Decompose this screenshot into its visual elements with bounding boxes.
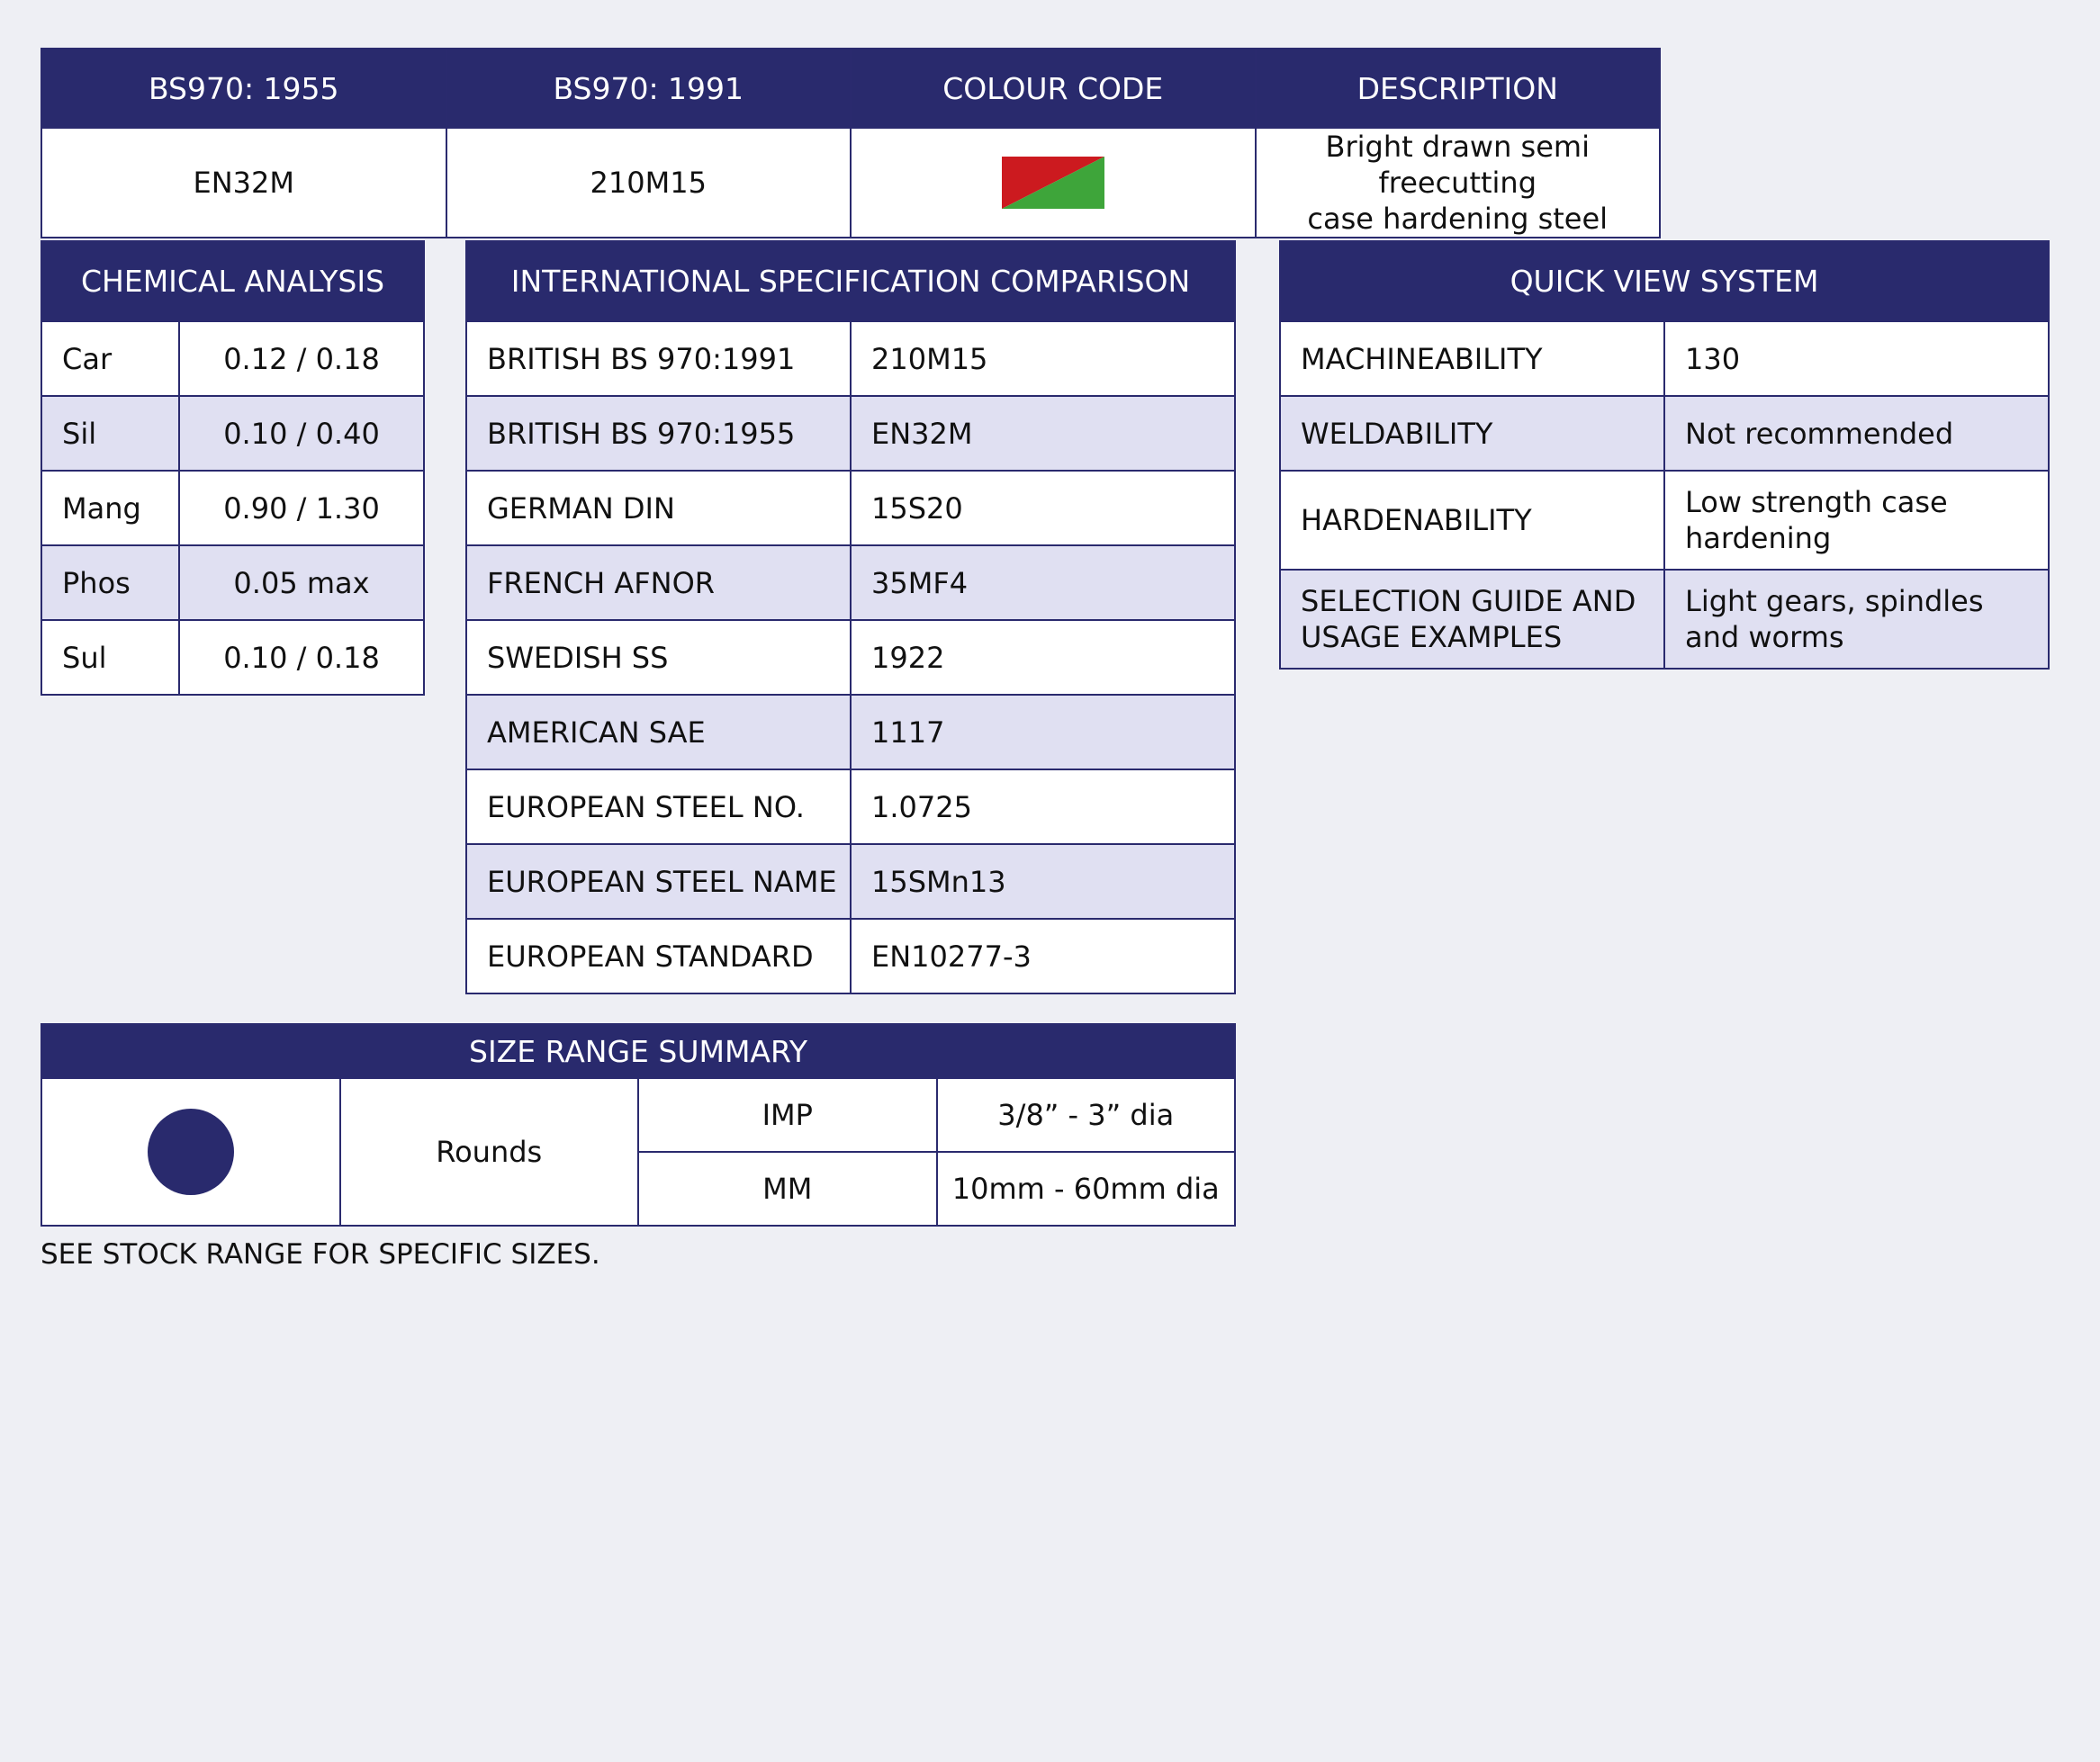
- element-label: Mang: [41, 471, 179, 545]
- shape-label: Rounds: [340, 1078, 639, 1226]
- description-value: [1256, 128, 1661, 238]
- standard-value: 210M15: [851, 321, 1235, 396]
- table-row: [41, 471, 424, 545]
- bs1955-value: EN32M: [41, 128, 446, 238]
- bs1991-value: 210M15: [446, 128, 852, 238]
- size-range-title: SIZE RANGE SUMMARY: [41, 1024, 1235, 1078]
- element-value: 0.10 / 0.18: [179, 620, 424, 695]
- description-line-1: Bright drawn semi freecutting: [1325, 130, 1590, 200]
- table-row: [466, 695, 1235, 769]
- standard-label: SWEDISH SS: [466, 620, 851, 695]
- table-row: [466, 396, 1235, 471]
- table-row: [41, 620, 424, 695]
- standard-value: EN10277-3: [851, 919, 1235, 993]
- header-bs1955: BS970: 1955: [41, 49, 446, 128]
- selection-guide-label-line-2: USAGE EXAMPLES: [1301, 620, 1563, 654]
- chemical-analysis-table: [41, 240, 425, 696]
- table-row: [1280, 396, 2049, 471]
- weldability-value: Not recommended: [1664, 396, 2049, 471]
- shape-icon-cell: [41, 1078, 340, 1226]
- size-range-table: [41, 1023, 1236, 1227]
- table-row: [466, 545, 1235, 620]
- table-row: [41, 545, 424, 620]
- round-bar-icon: [148, 1109, 234, 1195]
- element-value: 0.90 / 1.30: [179, 471, 424, 545]
- table-row: [41, 321, 424, 396]
- table-row: [466, 321, 1235, 396]
- selection-guide-label-line-1: SELECTION GUIDE AND: [1301, 584, 1636, 618]
- standard-label: BRITISH BS 970:1955: [466, 396, 851, 471]
- standard-value: 15S20: [851, 471, 1235, 545]
- element-value: 0.05 max: [179, 545, 424, 620]
- weldability-label: WELDABILITY: [1280, 396, 1664, 471]
- table-row: [1280, 471, 2049, 570]
- unit-label: IMP: [638, 1078, 937, 1152]
- table-row: [1280, 321, 2049, 396]
- grade-summary-header-row: [41, 49, 1660, 128]
- table-row: [1280, 570, 2049, 669]
- header-description: DESCRIPTION: [1256, 49, 1661, 128]
- table-row: [466, 769, 1235, 844]
- standard-label: EUROPEAN STEEL NO.: [466, 769, 851, 844]
- hardenability-line-1: Low strength case: [1685, 485, 1948, 519]
- table-row: [41, 396, 424, 471]
- standard-value: 1922: [851, 620, 1235, 695]
- stock-range-footnote: SEE STOCK RANGE FOR SPECIFIC SIZES.: [41, 1238, 600, 1271]
- colour-code-cell: [851, 128, 1256, 238]
- element-label: Phos: [41, 545, 179, 620]
- standard-label: GERMAN DIN: [466, 471, 851, 545]
- header-bs1991: BS970: 1991: [446, 49, 852, 128]
- spec-comparison-title: INTERNATIONAL SPECIFICATION COMPARISON: [466, 241, 1235, 321]
- standard-label: EUROPEAN STEEL NAME: [466, 844, 851, 919]
- standard-label: AMERICAN SAE: [466, 695, 851, 769]
- selection-guide-line-2: and worms: [1685, 620, 1844, 654]
- selection-guide-label: [1280, 570, 1664, 669]
- machineability-value: 130: [1664, 321, 2049, 396]
- colour-code-swatch: [1002, 157, 1104, 209]
- standard-value: 1117: [851, 695, 1235, 769]
- table-row: [466, 844, 1235, 919]
- element-label: Car: [41, 321, 179, 396]
- description-line-2: case hardening steel: [1307, 202, 1609, 236]
- grade-summary-table: [41, 48, 1661, 238]
- range-value: 10mm - 60mm dia: [937, 1152, 1236, 1226]
- standard-value: EN32M: [851, 396, 1235, 471]
- unit-label: MM: [638, 1152, 937, 1226]
- spec-comparison-table: [465, 240, 1236, 994]
- element-label: Sil: [41, 396, 179, 471]
- hardenability-value: [1664, 471, 2049, 570]
- header-colour-code: COLOUR CODE: [851, 49, 1256, 128]
- standard-value: 1.0725: [851, 769, 1235, 844]
- grade-summary-row: [41, 128, 1660, 238]
- hardenability-label: HARDENABILITY: [1280, 471, 1664, 570]
- standard-label: BRITISH BS 970:1991: [466, 321, 851, 396]
- standard-value: 35MF4: [851, 545, 1235, 620]
- range-value: 3/8” - 3” dia: [937, 1078, 1236, 1152]
- chemical-analysis-title: CHEMICAL ANALYSIS: [41, 241, 424, 321]
- quick-view-table: [1279, 240, 2050, 670]
- element-label: Sul: [41, 620, 179, 695]
- selection-guide-value: [1664, 570, 2049, 669]
- standard-label: EUROPEAN STANDARD: [466, 919, 851, 993]
- element-value: 0.10 / 0.40: [179, 396, 424, 471]
- machineability-label: MACHINEABILITY: [1280, 321, 1664, 396]
- standard-label: FRENCH AFNOR: [466, 545, 851, 620]
- hardenability-line-2: hardening: [1685, 521, 1832, 555]
- selection-guide-line-1: Light gears, spindles: [1685, 584, 1984, 618]
- quick-view-title: QUICK VIEW SYSTEM: [1280, 241, 2049, 321]
- table-row: [466, 471, 1235, 545]
- standard-value: 15SMn13: [851, 844, 1235, 919]
- table-row: [466, 620, 1235, 695]
- table-row: [466, 919, 1235, 993]
- table-row: [41, 1078, 1235, 1152]
- element-value: 0.12 / 0.18: [179, 321, 424, 396]
